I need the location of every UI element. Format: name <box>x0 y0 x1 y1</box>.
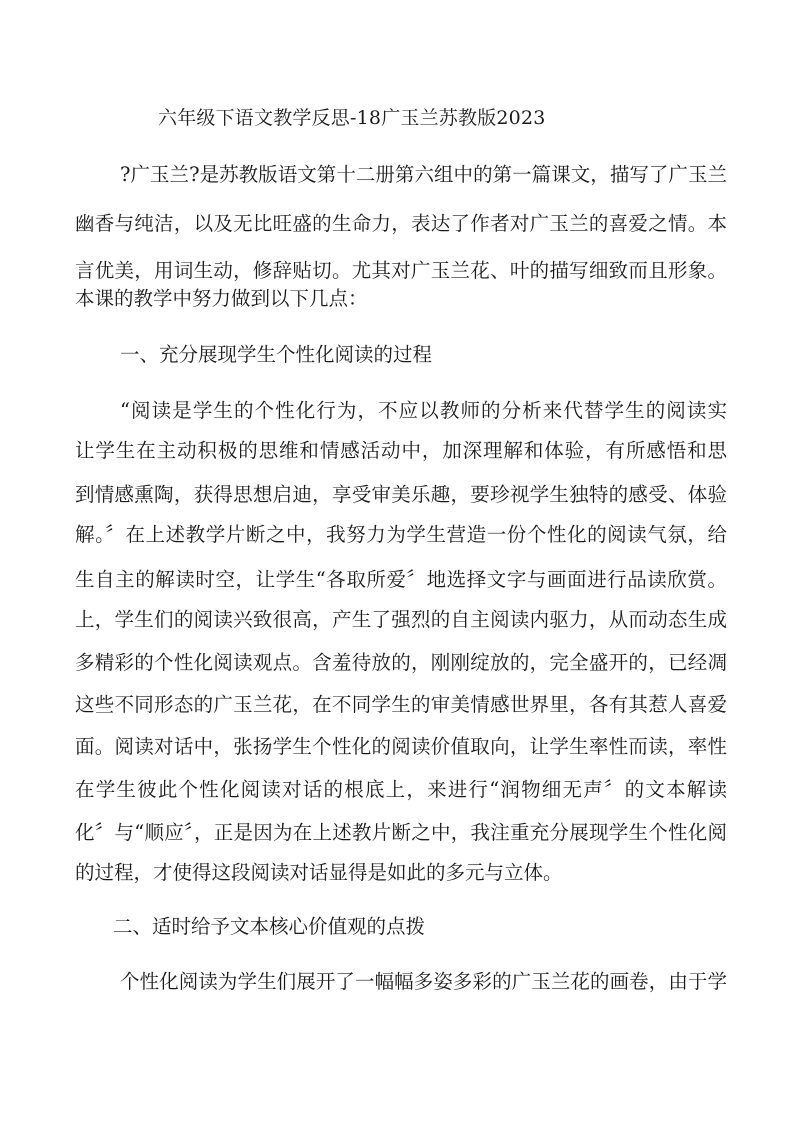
paragraph-line: 这些不同形态的广玉兰花，在不同学生的审美情感世界里，各有其惹人喜爱 <box>75 693 727 716</box>
paragraph-line: 上，学生们的阅读兴致很高，产生了强烈的自主阅读内驱力，从而动态生成 <box>75 608 727 631</box>
paragraph-line: 让学生在主动积极的思维和情感活动中，加深理解和体验，有所感悟和思 <box>75 439 727 462</box>
paragraph-line: ?广玉兰?是苏教版语文第十二册第六组中的第一篇课文，描写了广玉兰 <box>120 163 727 186</box>
paragraph-line: 生自主的解读时空，让学生“各取所爱〞地选择文字与画面进行品读欣赏。 <box>75 568 727 591</box>
paragraph-line: 多精彩的个性化阅读观点。含羞待放的，刚刚绽放的，完全盛开的，已经凋 <box>75 651 727 674</box>
paragraph-line: 化〞与“顺应〞，正是因为在上述教片断之中，我注重充分展现学生个性化阅 <box>75 821 727 844</box>
document-title: 六年级下语文教学反思-18广玉兰苏教版2023 <box>158 107 546 129</box>
paragraph-line: 在学生彼此个性化阅读对话的根底上，来进行“润物细无声〞的文本解读 <box>75 778 727 801</box>
paragraph-line: 到情感熏陶，获得思想启迪，享受审美乐趣，要珍视学生独特的感受、体验 <box>75 483 727 506</box>
paragraph-line: 面。阅读对话中，张扬学生个性化的阅读价值取向，让学生率性而读，率性 <box>75 735 727 758</box>
paragraph-line: 言优美，用词生动，修辞贴切。尤其对广玉兰花、叶的描写细致而且形象。 <box>75 259 727 282</box>
paragraph-line: “阅读是学生的个性化行为，不应以教师的分析来代替学生的阅读实 <box>120 399 727 422</box>
section-heading: 一、充分展现学生个性化阅读的过程 <box>120 343 433 366</box>
paragraph-line: 本课的教学中努力做到以下几点： <box>75 287 368 310</box>
paragraph-line: 幽香与纯洁，以及无比旺盛的生命力，表达了作者对广玉兰的喜爱之情。本 <box>75 212 727 235</box>
paragraph-line: 解。〞在上述教学片断之中，我努力为学生营造一份个性化的阅读气氛，给 <box>75 523 727 546</box>
section-heading: 二、适时给予文本核心价值观的点拨 <box>113 915 426 938</box>
paragraph-line: 个性化阅读为学生们展开了一幅幅多姿多彩的广玉兰花的画卷，由于学 <box>120 970 727 993</box>
paragraph-line: 的过程，才使得这段阅读对话显得是如此的多元与立体。 <box>75 861 563 884</box>
